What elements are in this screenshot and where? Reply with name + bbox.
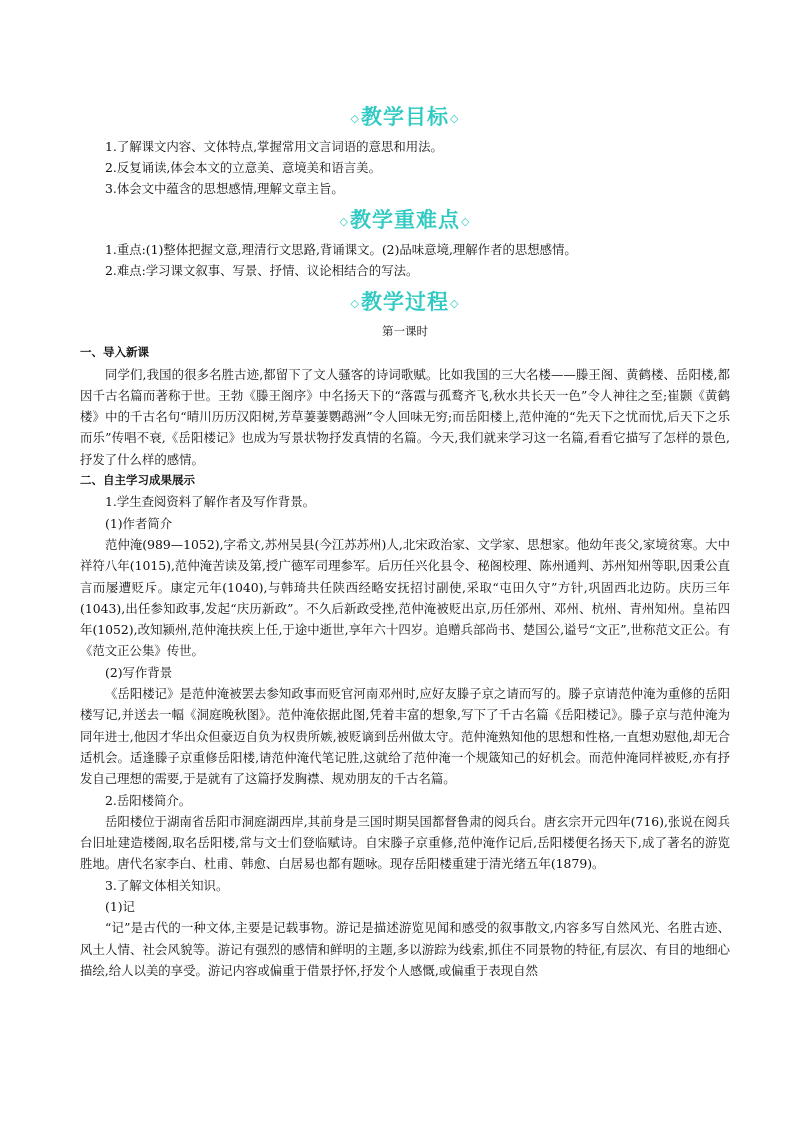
tower-paragraph: 岳阳楼位于湖南省岳阳市洞庭湖西岸,其前身是三国时期吴国都督鲁肃的阅兵台。唐玄宗开元四年(716),张说在阅兵台旧址建造楼阁,取名岳阳楼,常与文士们登临赋诗。自宋滕子京重修,范仲淹作记后,岳阳楼便名扬天下,成了著名的游览胜地。唐代名家李白、杜甫、韩愈、白居易也都有题咏。现存岳阳楼重建于清光绪五年(1879)。 — [80, 813, 730, 872]
objectives-title — [80, 100, 730, 136]
key-points-title — [80, 203, 730, 239]
process-title — [80, 285, 730, 321]
genre-paragraph: “记”是古代的一种文体,主要是记载事物。游记是描述游览见闻和感受的叙事散文,内容多写自然风光、名胜古迹、风土人情、社会风貌等。游记有强烈的感情和鲜明的主题,多以游踪为线索,抓住不同景物的特征,有层次、有目的地细心描绘,给人以美的享受。游记内容或偏重于借景抒怀,抒发个人感慨,或偏重于表现自然 — [80, 920, 730, 978]
background-paragraph: 《岳阳楼记》是范仲淹被罢去参知政事而贬官河南邓州时,应好友滕子京之请而写的。滕子京请范仲淹为重修的岳阳楼写记,并送去一幅《洞庭晚秋图》。范仲淹依据此图,凭着丰富的想象,写下了千古名篇《岳阳楼记》。滕子京与范仲淹为同年进士,他因才华出众但豪迈自负为权贵所嫉,被贬谪到岳州做太守。范仲淹熟知他的思想和性格,一直想劝慰他,却无合适机会。适逢滕子京重修岳阳楼,请范仲淹代笔记胜,这就给了范仲淹一个规箴知己的好机会。而范仲淹同样被贬,亦有抒发自己理想的需要,于是就有了这篇抒发胸襟、规劝朋友的千古名篇。 — [80, 686, 730, 787]
key-point-item-2: 2.难点:学习课文叙事、写景、抒情、议论相结合的写法。 — [105, 263, 419, 279]
objective-item-2: 2.反复诵读,体会本文的立意美、意境美和语言美。 — [105, 159, 381, 175]
part1-heading: 一、导入新课 — [80, 345, 149, 360]
item1-sub1-heading: (1)作者简介 — [105, 515, 173, 531]
diamond-icon: ◇ — [339, 214, 349, 228]
period-label: 第一课时 — [382, 323, 428, 338]
process-title-text: 教学过程 — [361, 289, 449, 315]
item2-heading: 2.岳阳楼简介。 — [105, 792, 192, 808]
item3-sub1-heading: (1)记 — [105, 899, 135, 914]
item3-heading: 3.了解文体相关知识。 — [105, 877, 229, 893]
diamond-icon: ◇ — [461, 214, 471, 228]
diamond-icon: ◇ — [350, 111, 360, 125]
part2-heading: 二、自主学习成果展示 — [80, 473, 195, 488]
key-point-item-1: 1.重点:(1)整体把握文意,理清行文思路,背诵课文。(2)品味意境,理解作者的思想感情。 — [105, 241, 577, 257]
document-page — [80, 100, 730, 981]
part1-paragraph: 同学们,我国的很多名胜古迹,都留下了文人骚客的诗词歌赋。比如我国的三大名楼——滕王阁、黄鹤楼、岳阳楼,都因千古名篇而著称于世。王勃《滕王阁序》中名扬天下的“落霞与孤鹜齐飞,秋水共长天一色”令人神往之至;崔颢《黄鹤楼》中的千古名句“晴川历历汉阳树,芳草萋萋鹦鹉洲”令人回味无穷;而岳阳楼上,范仲淹的“先天下之忧而忧,后天下之乐而乐”传唱不衰,《岳阳楼记》也成为写景状物抒发真情的名篇。今天,我们就来学习这一名篇,看看它描写了怎样的景色,抒发了什么样的感情。 — [80, 366, 730, 467]
diamond-icon: ◇ — [450, 111, 460, 125]
key-points-title-text: 教学重难点 — [350, 207, 460, 233]
objective-item-3: 3.体会文中蕴含的思想感情,理解文章主旨。 — [105, 181, 344, 197]
diamond-icon: ◇ — [450, 296, 460, 310]
objectives-title-text: 教学目标 — [361, 104, 449, 129]
diamond-icon: ◇ — [350, 296, 360, 310]
item1-sub2-heading: (2)写作背景 — [105, 664, 173, 680]
item1-heading: 1.学生查阅资料了解作者及写作背景。 — [105, 494, 316, 510]
objective-item-1: 1.了解课文内容、文体特点,掌握常用文言词语的意思和用法。 — [105, 138, 443, 154]
author-paragraph: 范仲淹(989—1052),字希文,苏州吴县(今江苏苏州)人,北宋政治家、文学家、思想家。他幼年丧父,家境贫寒。大中祥符八年(1015),范仲淹苦读及第,授广德军司理参军。后历任兴化县令、秘阁校理、陈州通判、苏州知州等职,因秉公直言而屡遭贬斥。康定元年(1040),与韩琦共任陕西经略安抚招讨副使,采取“屯田久守”方针,巩固西北边防。庆历三年(1043),出任参知政事,发起“庆历新政”。不久后新政受挫,范仲淹被贬出京,历任邠州、邓州、杭州、青州知州。皇祐四年(1052),改知颍州,范仲淹扶疾上任,于途中逝世,享年六十四岁。追赠兵部尚书、楚国公,谥号“文正”,世称范文正公。有《范文正公集》传世。 — [80, 536, 730, 659]
